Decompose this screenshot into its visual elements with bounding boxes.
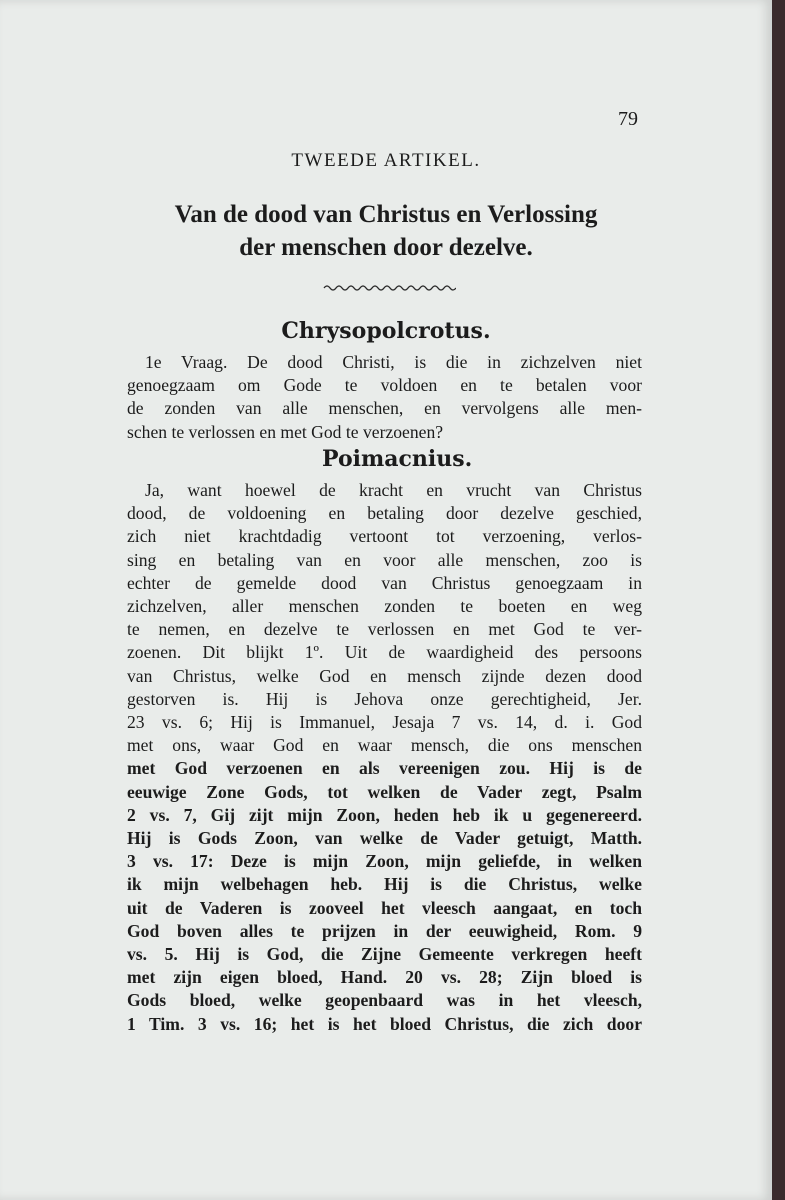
text-line: 3 vs. 17: Deze is mijn Zoon, mijn geliefde, in welken (127, 851, 642, 872)
text-line: sing en betaling van en voor alle menschen, zoo is (127, 549, 642, 570)
text-line: met God verzoenen en als vereenigen zou. Hij is de (127, 758, 642, 779)
page-number: 79 (618, 108, 638, 130)
text-line: God boven alles te prijzen in der eeuwigheid, Rom. 9 (127, 920, 642, 941)
text-line: genoegzaam om Gode te voldoen en te betalen voor (127, 375, 642, 396)
title-line: der menschen door dezelve. (239, 234, 533, 261)
text-line: te nemen, en dezelve te verlossen en met God te ver- (127, 619, 642, 640)
text-line: 23 vs. 6; Hij is Immanuel, Jesaja 7 vs. 14, d. i. God (127, 712, 642, 733)
text-line: 1e Vraag. De dood Christi, is die in zichzelven niet (145, 352, 642, 372)
text-line: Gods bloed, welke geopenbaard was in het vleesch, (127, 990, 642, 1011)
title-line: Van de dood van Christus en Verlossing (174, 201, 598, 228)
text-line: Ja, want hoewel de kracht en vrucht van Christus (145, 480, 642, 500)
answer-paragraph (127, 479, 642, 1036)
text-line: van Christus, welke God en mensch zijnde dezen dood (127, 665, 642, 686)
text-line: 2 vs. 7, Gij zijt mijn Zoon, heden heb ik u gegenereerd. (127, 804, 642, 825)
text-line: schen te verlossen en met God te verzoenen? (127, 421, 444, 442)
speaker-heading: Poimacnius. (322, 446, 473, 472)
text-line: dood, de voldoening en betaling door dezelve geschied, (127, 503, 642, 524)
text-line: echter de gemelde dood van Christus genoegzaam in (127, 572, 642, 593)
running-head: TWEEDE ARTIKEL. (291, 150, 481, 171)
text-line: gestorven is. Hij is Jehova onze gerechtigheid, Jer. (127, 688, 642, 709)
text-line: met zijn eigen bloed, Hand. 20 vs. 28; Zijn bloed is (127, 967, 642, 988)
question-paragraph (127, 351, 642, 444)
text-line: eeuwige Zone Gods, tot welken de Vader zegt, Psalm (127, 781, 642, 802)
text-line: uit de Vaderen is zooveel het vleesch aangaat, en toch (127, 897, 642, 918)
speaker-heading: Chrysopolcrotus. (281, 318, 491, 344)
text-line: de zonden van alle menschen, en vervolgens alle men- (127, 398, 642, 419)
text-line: zoenen. Dit blijkt 1º. Uit de waardigheid des persoons (127, 642, 642, 663)
text-line: zich niet krachtdadig vertoont tot verzoening, verlos- (127, 526, 642, 547)
text-line: Hij is Gods Zoon, van welke de Vader getuigt, Matth. (127, 828, 642, 849)
text-line: 1 Tim. 3 vs. 16; het is het bloed Christus, die zich door (127, 1013, 642, 1034)
text-line: met ons, waar God en waar mensch, die ons menschen (127, 735, 642, 756)
text-line: ik mijn welbehagen heb. Hij is die Christus, welke (127, 874, 642, 895)
text-line: vs. 5. Hij is God, die Zijne Gemeente verkregen heeft (127, 944, 642, 965)
wavy-rule-ornament (322, 282, 456, 294)
chapter-title (100, 198, 672, 264)
text-line: zichzelven, aller menschen zonden te boeten en weg (127, 596, 642, 617)
